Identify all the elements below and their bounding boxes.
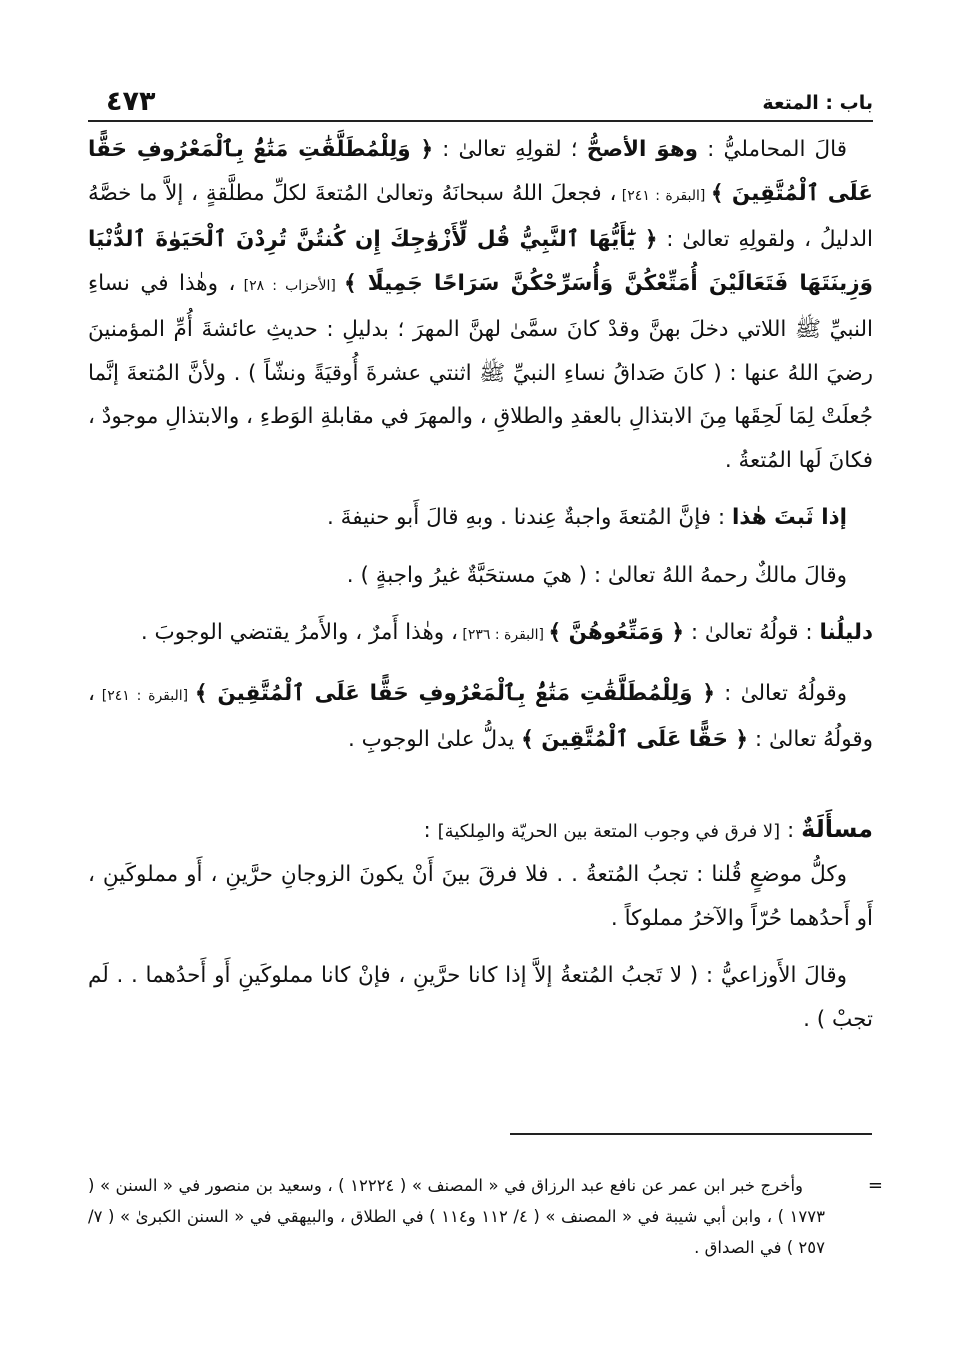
page-number: ٤٧٣ [106,86,156,117]
text-segment: ، وهٰذا في نساءِ النبيِّ ﷺ اللاتي دخلَ بهنَّ وقدْ كانَ سمَّىٰ لهنَّ المهرَ ؛ بدليلِ : حديثِ عائشةَ أُمِّ المؤمنينَ رضيَ اللهُ عنها : ( كانَ صَداقُ نساءِ النبيِّ ﷺ اثنتي عشرةَ أُوقيَةً ونشّاً ) . ولأنَّ المُتعةَ إنَّما جُعلَتْ لِمَا لَحِقَها مِنَ الابتذالِ بالعقدِ والطلاقِ ، والمهرَ في مقابلةِ الوَطءِ ، والابتذالِ موجودٌ ، فكانَ لَها المُتعةُ . [88,270,873,473]
issue-label: مسأَلَةٌ [801,814,873,843]
chapter-title: باب : المتعة [762,92,873,114]
issue-title: [لا فرق في وجوب المتعة بين الحريّة والمِلكية] [437,820,781,842]
quran-verse: ﴿ حَقًّا عَلَى ٱلْمُتَّقِينَ ﴾ [521,727,749,752]
text-segment: ، وهٰذا أَمرٌ ، والأَمرُ يقتضي الوجوبَ . [140,620,458,645]
issue-heading [88,808,873,854]
footnote-continuation-mark: = [867,1175,883,1196]
text-segment: قالَ المحامليُّ : [697,137,847,162]
text-segment: : [423,817,438,843]
main-text [88,128,873,1041]
footnote-text [88,1170,825,1263]
bold-phrase: وهوَ الأصحُّ [586,137,698,162]
paragraph-7: وكلُّ موضعٍ قُلنا : تجبُ المُتعةُ . . فلا فرقَ بينَ أَنْ يكونَ الزوجانِ حرَّينِ ، أَو مملوكَينِ ، أَو أَحدُهما حُرّاً والآخرُ مملوكاً . [88,862,873,931]
paragraph-8: وقالَ الأَوزاعيُّ : ( لا تَجبُ المُتعةُ إلاَّ إذا كانا حرَّينِ ، فإنْ كانا مملوكَينِ أَو أَحدُهما . . لَم تجبْ ) . [88,963,873,1032]
paragraph-2 [88,496,873,540]
text-segment: وقولُهُ تعالىٰ : [714,680,847,706]
footnote [88,1170,883,1263]
paragraph-3: وقالَ مالكٌ رحمهُ اللهُ تعالىٰ : ( هيَ مستحَبَّةٌ غيرُ واجبةٍ ) . [346,562,847,588]
text-segment: ، وقولُهُ تعالىٰ : [88,680,873,752]
paragraph-5 [88,672,873,762]
quran-verse: ﴿ وَمَتِّعُوهُنَّ ﴾ [548,620,684,645]
verse-reference: [البقرة : ٢٤١] [616,187,711,204]
paragraph-1 [88,128,873,482]
text-segment: : [780,817,802,843]
text-segment: : قولُهُ تعالىٰ : [683,620,820,645]
paragraph-lead: دليلُنا [819,620,873,645]
verse-reference: [البقرة : ٢٤١] [94,687,195,704]
paragraph-lead: إذا ثَبتَ هٰذا [731,505,847,530]
footnote-divider [510,1133,872,1135]
verse-reference: [الأحزاب : ٢٨] [235,277,345,294]
text-segment: ، فجعلَ اللهُ سبحانَهُ وتعالىٰ المُتعةَ لكلِّ مطلَّقةٍ ، إلاَّ ما خصَّهُ الدليلُ ، ولقولِهِ تعالىٰ : [88,180,874,252]
verse-reference: [البقرة : ٢٣٦] [457,627,549,643]
text-segment: ؛ لقولِهِ تعالىٰ : [433,137,587,162]
paragraph-4 [88,611,873,658]
quran-verse: ﴿ يَٰٓأَيُّهَا ٱلنَّبِيُّ قُل لِّأَزْوَٰجِكَ إِن كُنتُنَّ تُرِدْنَ ٱلْحَيَوٰةَ ٱلدُّنْيَا وَزِينَتَهَا فَتَعَالَيْنَ أُمَتِّعْكُنَّ وَأُسَرِّحْكُنَّ سَرَاحًا جَمِيلًا ﴾ [88,227,873,296]
page-header [88,86,873,122]
text-segment: يدلُّ علىٰ الوجوبِ . [347,727,522,752]
text-segment: : فإنَّ المُتعةَ واجبةٌ عِندنا . وبهِ قالَ أَبو حنيفةَ . [327,505,732,530]
footnote-paragraph: وأخرج خبر ابن عمر عن نافع عبد الرزاق في « المصنف » ( ١٢٢٢٤ ) ، وسعيد بن منصور في « السنن » ( ١٧٧٣ ) ، وابن أبي شيبة في « المصنف » ( ٤/ ١١٢ و١١٤ ) في الطلاق ، والبيهقي في « السنن الكبرىٰ » ( ٧/ ٢٥٧ ) في الصداق . [88,1176,825,1257]
quran-verse: ﴿ وَلِلْمُطَلَّقَٰتِ مَتَٰعُۢ بِٱلْمَعْرُوفِ حَقًّا عَلَى ٱلْمُتَّقِينَ ﴾ [88,137,873,206]
quran-verse: ﴿ وَلِلْمُطَلَّقَٰتِ مَتَٰعُۢ بِٱلْمَعْرُوفِ حَقًّا عَلَى ٱلْمُتَّقِينَ ﴾ [194,680,715,706]
